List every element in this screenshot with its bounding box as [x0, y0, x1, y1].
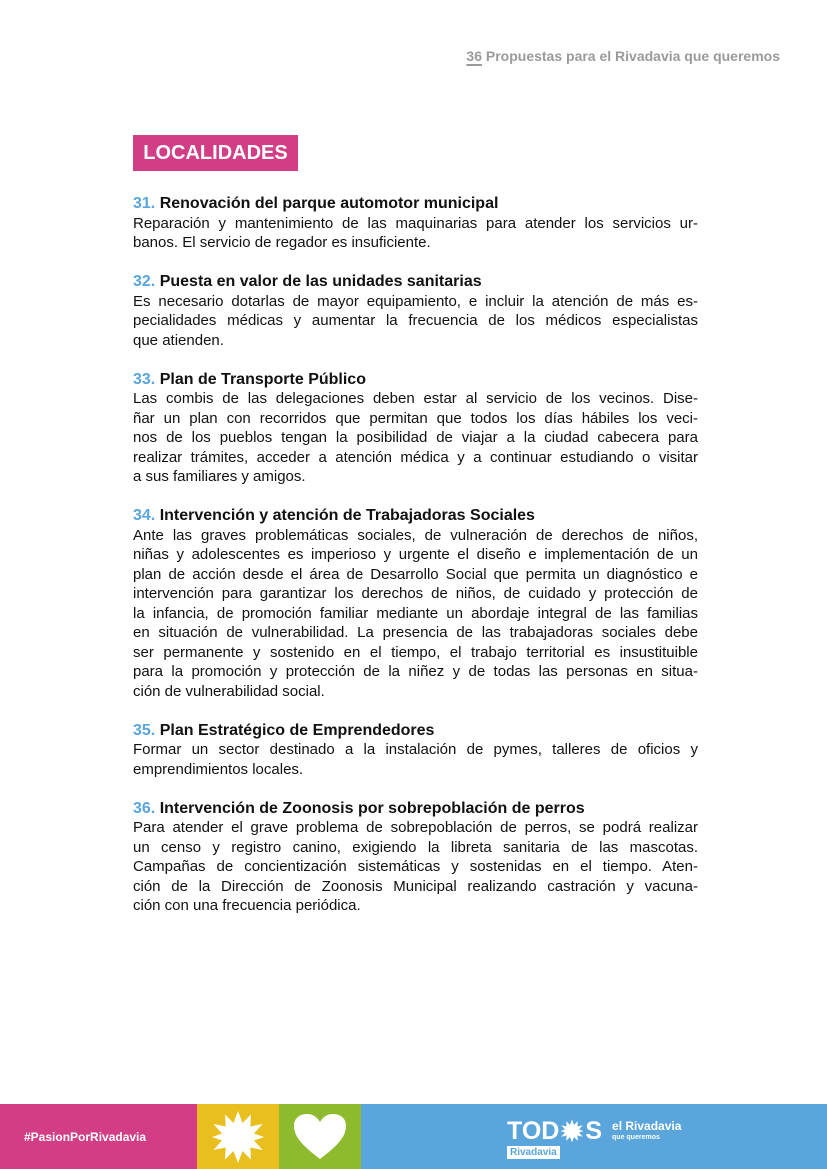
logo-word-right: S — [585, 1117, 603, 1145]
proposal-body-line: ción de la Dirección de Zoonosis Municipal realizando castración y vacuna- — [133, 877, 698, 895]
proposal-body-line: ser permanente y sostenido en el tiempo, el trabajo territorial es insustituible — [133, 643, 698, 661]
proposal-body-line: ñar un plan con recorridos que permitan que todos los días hábiles los veci- — [133, 409, 698, 427]
proposal-body-line: realizar trámites, acceder a atención médica y a continuar estudiando o visitar — [133, 448, 698, 466]
proposal-item — [133, 506, 698, 701]
section-title: LOCALIDADES — [133, 135, 298, 171]
logo-side-line2: que queremos — [612, 1134, 660, 1141]
proposal-heading — [133, 721, 698, 741]
footer-hashtag: #PasionPorRivadavia — [0, 1104, 197, 1169]
proposal-title: Renovación del parque automotor municipal — [159, 195, 499, 212]
proposal-body-line: que atienden. — [133, 331, 224, 349]
proposal-item — [133, 799, 698, 916]
proposal-title: Puesta en valor de las unidades sanitarias — [159, 273, 482, 290]
proposal-number: 32. — [133, 273, 156, 290]
proposal-title: Plan Estratégico de Emprendedores — [159, 721, 435, 739]
proposal-body-line: Reparación y mantenimiento de las maquinarias para atender los servicios ur- — [133, 214, 698, 232]
proposal-body-line: la infancia, de promoción familiar mediante un abordaje integral de las familias — [133, 604, 698, 622]
proposal-heading — [133, 370, 698, 390]
proposal-item — [133, 194, 698, 253]
proposal-item — [133, 721, 698, 780]
footer-logo-panel — [361, 1104, 827, 1169]
proposal-body-line: Es necesario dotarlas de mayor equipamiento, e incluir la atención de más es- — [133, 292, 698, 310]
proposal-item — [133, 272, 698, 350]
proposal-title: Intervención de Zoonosis por sobrepoblación de perros — [159, 799, 585, 817]
proposal-body-line: niñas y adolescentes es imperioso y urgente el diseño e implementación de un — [133, 546, 698, 563]
proposal-body-line: a sus familiares y amigos. — [133, 468, 306, 485]
proposal-heading — [133, 272, 698, 292]
proposal-body-line: Ante las graves problemáticas sociales, de vulneración de derechos de niños, — [133, 526, 698, 544]
proposal-number: 31. — [133, 195, 156, 212]
logo-side-line1: el Rivadavia — [612, 1119, 682, 1133]
proposal-number: 35. — [133, 721, 156, 739]
footer-bar — [0, 1104, 827, 1169]
footer-sun-panel — [197, 1104, 279, 1169]
todos-logo — [507, 1117, 681, 1159]
proposal-heading — [133, 194, 698, 214]
footer-heart-panel — [279, 1104, 361, 1169]
sun-icon — [210, 1109, 266, 1165]
proposal-body-line: ción con una frecuencia periódica. — [133, 897, 361, 914]
proposal-body-line: en situación de vulnerabilidad. La presencia de las trabajadoras sociales debe — [133, 624, 698, 641]
proposal-number: 36. — [133, 799, 156, 817]
page-number: 36 — [466, 48, 482, 64]
proposal-body-line: banos. El servicio de regador es insuficiente. — [133, 234, 431, 251]
proposal-list — [133, 194, 698, 935]
proposal-body-line: Las combis de las delegaciones deben estar al servicio de los vecinos. Dise- — [133, 390, 698, 407]
proposal-body-line: intervención para garantizar los derechos de niños, de cuidado y protección de — [133, 585, 698, 602]
logo-tag: Rivadavia — [507, 1146, 560, 1159]
proposal-body-line: plan de acción desde el área de Desarrollo Social que permita un diagnóstico e — [133, 565, 698, 583]
proposal-title: Plan de Transporte Público — [159, 370, 366, 388]
proposal-body-line: pecialidades médicas y aumentar la frecuencia de los médicos especialistas — [133, 312, 698, 329]
logo-sun-icon — [560, 1119, 584, 1143]
proposal-body-line: Formar un sector destinado a la instalación de pymes, talleres de oficios y — [133, 741, 698, 758]
proposal-body-line: nos de los pueblos tengan la posibilidad de viajar a la ciudad cabecera para — [133, 429, 698, 446]
proposal-title: Intervención y atención de Trabajadoras Sociales — [159, 507, 535, 524]
proposal-body-line: Campañas de concientización sistemáticas y sostenidas en el tiempo. Aten- — [133, 858, 698, 875]
heart-icon — [293, 1113, 347, 1161]
proposal-number: 33. — [133, 370, 156, 388]
proposal-body-line: Para atender el grave problema de sobrepoblación de perros, se podrá realizar — [133, 819, 698, 836]
proposal-body-line: para la promoción y protección de la niñez y de todas las personas en situa- — [133, 663, 698, 680]
proposal-body-line: ción de vulnerabilidad social. — [133, 682, 325, 700]
proposal-heading — [133, 506, 698, 526]
page-header-title: Propuestas para el Rivadavia que queremos — [485, 48, 780, 64]
proposal-heading — [133, 799, 698, 819]
proposal-body-line: un censo y registro canino, exigiendo la libreta sanitaria de las mascotas. — [133, 838, 698, 856]
logo-word-left: TOD — [507, 1117, 560, 1145]
proposal-body-line: emprendimientos locales. — [133, 760, 304, 778]
proposal-number: 34. — [133, 507, 156, 524]
proposal-item — [133, 370, 698, 487]
page-header — [466, 48, 780, 64]
